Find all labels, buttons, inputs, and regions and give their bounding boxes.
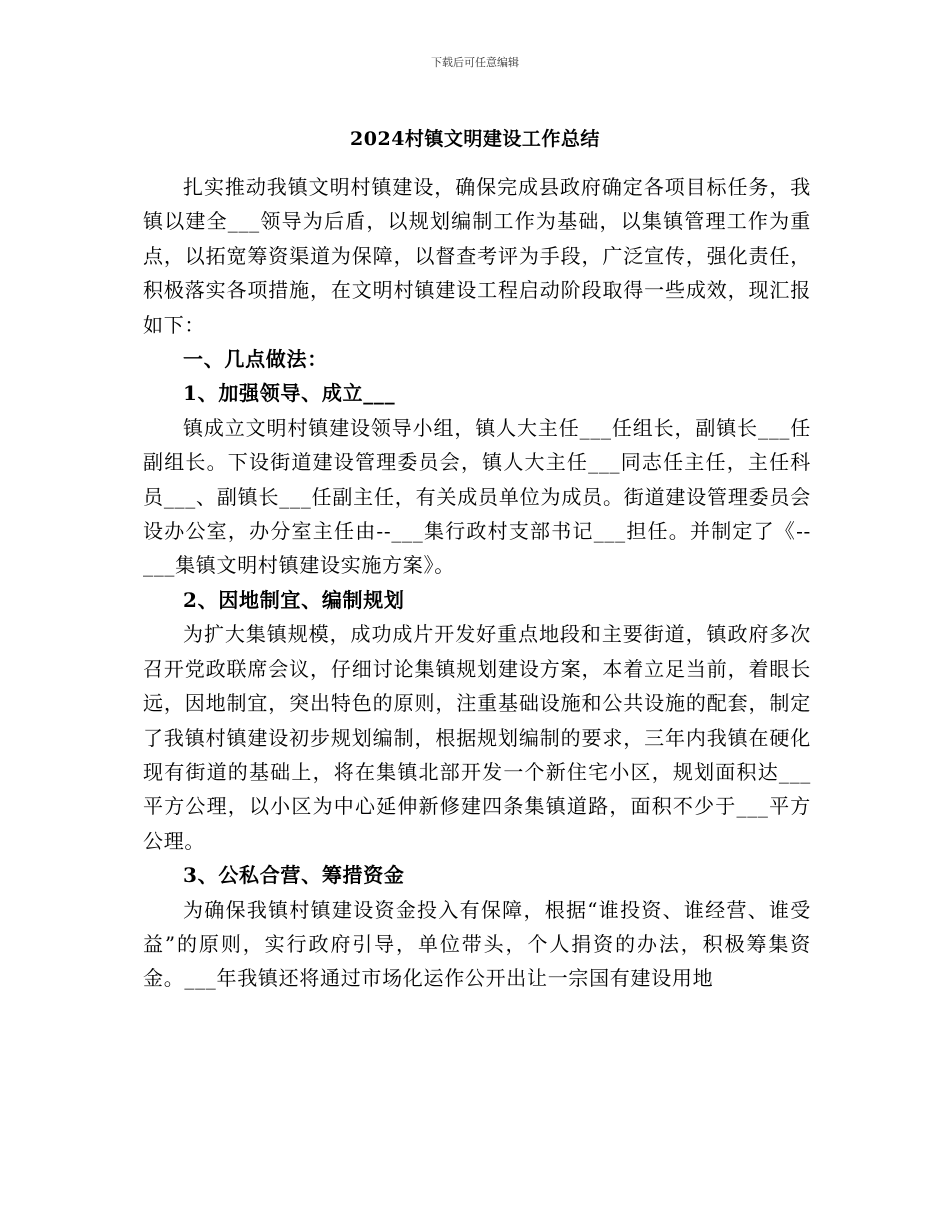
document-title: 2024村镇文明建设工作总结 [350,128,600,150]
subsection-heading-3: 3、公私合营、筹措资金 [183,863,405,888]
section-heading-1: 一、几点做法： [183,347,328,372]
paragraph-leadership: 镇成立文明村镇建设领导小组，镇人大主任___任组长，副镇长___任副组长。下设街道建设管理委员会，镇人大主任___同志任主任，主任科员___、副镇长___任副主任，有关成员单位为成员。街道建设管理委员会设办公室，办分室主任由--___集行政村支部书记___担任。并制定了《--___集镇文明村镇建设实施方案》。 [143,415,811,578]
paragraph-funding: 为确保我镇村镇建设资金投入有保障，根据“谁投资、谁经营、谁受益”的原则，实行政府引导，单位带头，个人捐资的办法，积极筹集资金。___年我镇还将通过市场化运作公开出让一宗国有建设用地 [143,897,811,991]
intro-paragraph: 扎实推动我镇文明村镇建设，确保完成县政府确定各项目标任务，我镇以建全___领导为后盾，以规划编制工作为基础，以集镇管理工作为重点，以拓宽筹资渠道为保障，以督查考评为手段，广泛宣传，强化责任，积极落实各项措施，在文明村镇建设工程启动阶段取得一些成效，现汇报如下： [143,175,811,337]
paragraph-planning: 为扩大集镇规模，成功成片开发好重点地段和主要街道，镇政府多次召开党政联席会议，仔细讨论集镇规划建设方案，本着立足当前，着眼长远，因地制宜，突出特色的原则，注重基础设施和公共设施的配套，制定了我镇村镇建设初步规划编制，根据规划编制的要求，三年内我镇在硬化现有街道的基础上，将在集镇北部开发一个新住宅小区，规划面积达___平方公理，以小区为中心延伸新修建四条集镇道路，面积不少于___平方公理。 [143,622,811,853]
subsection-heading-1: 1、加强领导、成立___ [183,381,396,406]
document-body [143,170,811,996]
subsection-heading-2: 2、因地制宜、编制规划 [183,587,405,612]
header-note: 下载后可任意编辑 [431,56,519,69]
